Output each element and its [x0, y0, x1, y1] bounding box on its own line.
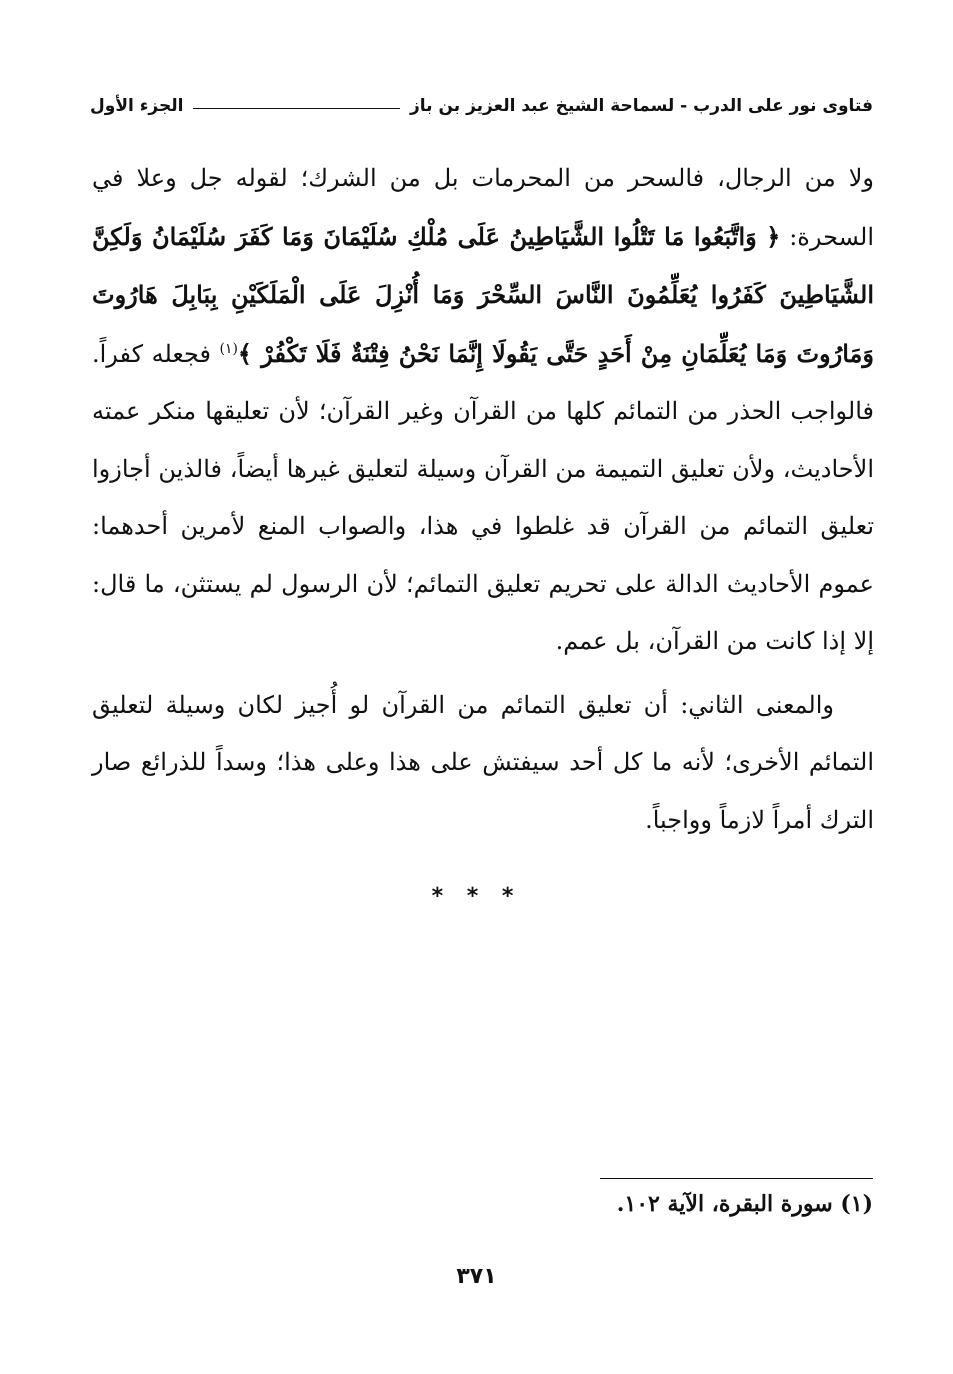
header-rule: [193, 108, 400, 109]
footnote-reference[interactable]: (١): [219, 340, 238, 357]
footnote-rule: [600, 1178, 873, 1179]
running-header: [90, 88, 873, 124]
quran-verse: ﴿ وَاتَّبَعُوا مَا تَتْلُوا الشَّيَاطِينُ عَلَى مُلْكِ سُلَيْمَانَ وَمَا كَفَرَ سُلَيْمَانُ وَلَكِنَّ الشَّيَاطِينَ كَفَرُوا يُعَلِّمُونَ النَّاسَ السِّحْرَ وَمَا أُنْزِلَ عَلَى الْمَلَكَيْنِ بِبَابِلَ هَارُوتَ وَمَارُوتَ وَمَا يُعَلِّمَانِ مِنْ أَحَدٍ حَتَّى يَقُولَا إِنَّمَا نَحْنُ فِتْنَةٌ فَلَا تَكْفُرْ ﴾: [92, 221, 874, 368]
section-separator: * * *: [431, 884, 522, 909]
paragraph-1-intro: ولا من الرجال، فالسحر من المحرمات بل من الشرك؛ لقوله جل وعلا في السحرة:: [92, 164, 874, 251]
paragraph-1: [92, 150, 874, 671]
paragraph-2: والمعنى الثاني: أن تعليق التمائم من القرآن لو أُجيز لكان وسيلة لتعليق التمائم الأخرى؛ لأنه ما كل أحد سيفتش على هذا وعلى هذا؛ وسداً للذرائع صار الترك أمراً لازماً وواجباً.: [92, 690, 874, 834]
main-text: [92, 150, 874, 849]
volume-label: الجزء الأول: [90, 96, 184, 116]
footnote: (١) سورة البقرة، الآية ١٠٢.: [616, 1191, 873, 1217]
book-title: فتاوى نور على الدرب - لسماحة الشيخ عبد العزيز بن باز: [410, 96, 873, 116]
paragraph-1-continuation: فجعله كفراً. فالواجب الحذر من التمائم كلها من القرآن وغير القرآن؛ لأن تعليقها منكر عمته الأحاديث، ولأن تعليق التميمة من القرآن وسيلة لتعليق غيرها أيضاً، فالذين أجازوا تعليق التمائم من القرآن قد غلطوا في هذا، والصواب المنع لأمرين أحدهما: عموم الأحاديث الدالة على تحريم تعليق التمائم؛ لأن الرسول لم يستثن، ما قال: إلا إذا كانت من القرآن، بل عمم.: [92, 339, 874, 655]
page-number: ٣٧١: [456, 1264, 497, 1289]
